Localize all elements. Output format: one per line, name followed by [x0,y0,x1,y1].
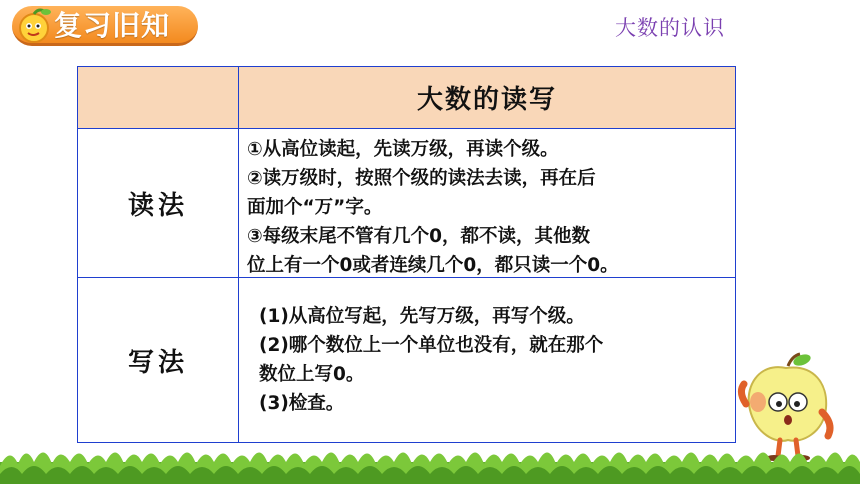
row-label-writing: 写法 [78,278,239,442]
rule-line: ②读万级时，按照个级的读法去读，再在后 [247,168,596,189]
table-row-writing [78,278,735,442]
table-row-reading [78,129,735,278]
section-title: 复习旧知 [54,9,171,42]
rule-line: ①从高位读起，先读万级，再读个级。 [247,139,559,160]
lesson-topic: 大数的认识 [615,16,725,40]
row-content-reading [239,129,735,277]
rule-line: 位上有一个0或者连续几个0，都只读一个0。 [247,255,619,276]
header-left-cell [78,67,239,128]
rule-line: (2)哪个数位上一个单位也没有，就在那个 [259,335,604,356]
table-heading: 大数的读写 [416,85,557,115]
row-label-reading: 读法 [78,129,239,277]
header-right-cell [239,67,735,128]
row-content-writing [239,278,735,442]
table-header-row [78,67,735,129]
rule-line: (3)检查。 [259,393,345,414]
rule-line: 面加个“万”字。 [247,197,383,218]
rule-line: ③每级末尾不管有几个0，都不读，其他数 [247,226,591,247]
pea-logo-icon [16,8,54,44]
reading-writing-table [77,66,736,443]
grass-border [0,440,860,484]
rule-line: (1)从高位写起，先写万级，再写个级。 [259,306,585,327]
rule-line: 数位上写0。 [259,364,365,385]
